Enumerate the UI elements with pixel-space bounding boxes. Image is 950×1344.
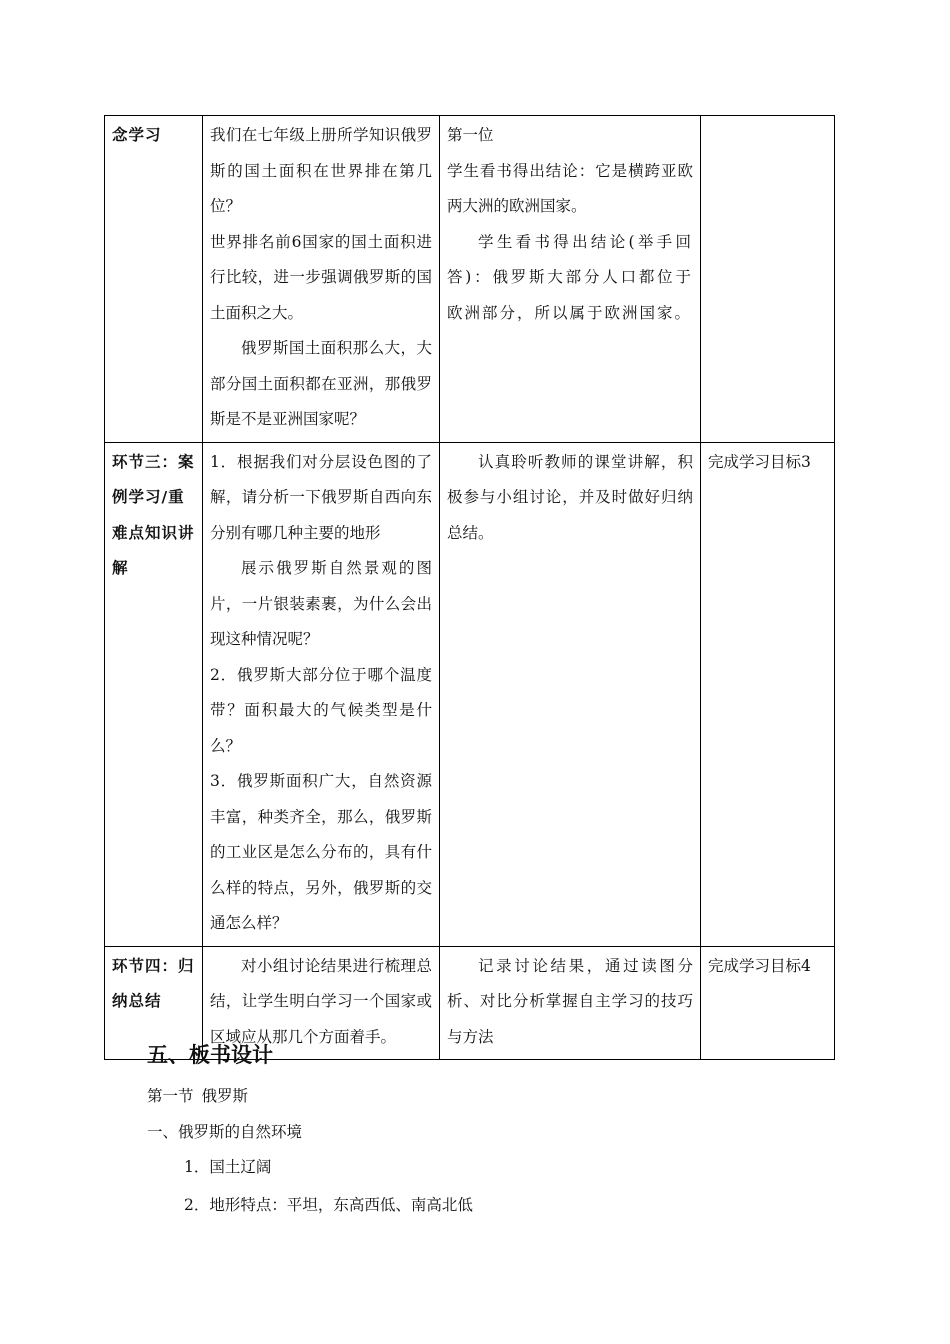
- item-text: 国土辽阔: [209, 1158, 272, 1176]
- student-activity-cell: [440, 116, 701, 443]
- goal-cell: 完成学习目标4: [701, 946, 835, 1060]
- table-row: [105, 442, 835, 946]
- teacher-text: 2．俄罗斯大部分位于哪个温度带？面积最大的气候类型是什么？: [210, 665, 432, 755]
- section-title-line: [147, 1085, 248, 1107]
- teacher-text: 俄罗斯国土面积那么大，大部分国土面积都在亚洲，那俄罗斯是不是亚洲国家呢？: [210, 339, 432, 428]
- part-heading: 一、俄罗斯的自然环境: [147, 1123, 303, 1141]
- item-number: 2．: [184, 1196, 210, 1214]
- section-title: 俄罗斯: [201, 1087, 249, 1105]
- teacher-text: 世界排名前6国家的国土面积进行比较，进一步强调俄罗斯的国土面积之大。: [210, 232, 432, 322]
- student-activity-cell: [440, 442, 701, 946]
- student-text: 记录讨论结果，通过读图分析、对比分析掌握自主学习的技巧与方法: [447, 956, 693, 1046]
- list-item: [184, 1156, 271, 1178]
- teacher-text: 3．俄罗斯面积广大，自然资源丰富，种类齐全，那么，俄罗斯的工业区是怎么分布的，具有什么样的特点，另外，俄罗斯的交通怎么样？: [210, 772, 432, 932]
- list-item: [184, 1194, 473, 1216]
- teacher-text: 对小组讨论结果进行梳理总结，让学生明白学习一个国家或区域应从那几个方面着手。: [210, 956, 432, 1046]
- stage-cell: 念学习: [105, 116, 203, 443]
- student-text: 认真聆听教师的课堂讲解，积极参与小组讨论，并及时做好归纳总结。: [447, 452, 693, 542]
- student-text: 学生看书得出结论(举手回答)：俄罗斯大部分人口都位于欧洲部分，所以属于欧洲国家。: [447, 232, 693, 322]
- teacher-text: 展示俄罗斯自然景观的图片，一片银装素裹，为什么会出现这种情况呢？: [210, 559, 432, 648]
- teacher-text: 我们在七年级上册所学知识俄罗斯的国土面积在世界排在第几位？: [210, 126, 432, 215]
- teacher-activity-cell: [203, 442, 440, 946]
- student-text: 学生看书得出结论：它是横跨亚欧两大洲的欧洲国家。: [447, 161, 693, 215]
- item-text: 地形特点：平坦，东高西低、南高北低: [209, 1196, 473, 1214]
- board-design-heading: 五、板书设计: [147, 1043, 273, 1067]
- student-text: 第一位: [447, 126, 494, 144]
- teacher-activity-cell: [203, 116, 440, 443]
- section-number: 第一节: [147, 1087, 194, 1105]
- stage-cell: 环节四：归纳总结: [105, 946, 203, 1060]
- student-activity-cell: [440, 946, 701, 1060]
- goal-cell: 完成学习目标3: [701, 442, 835, 946]
- stage-cell: 环节三：案例学习/重难点知识讲解: [105, 442, 203, 946]
- lesson-plan-table: [104, 115, 835, 1060]
- teacher-text: 1．根据我们对分层设色图的了解，请分析一下俄罗斯自西向东分别有哪几种主要的地形: [210, 452, 432, 542]
- table-row: [105, 116, 835, 443]
- item-number: 1．: [184, 1158, 210, 1176]
- goal-cell: [701, 116, 835, 443]
